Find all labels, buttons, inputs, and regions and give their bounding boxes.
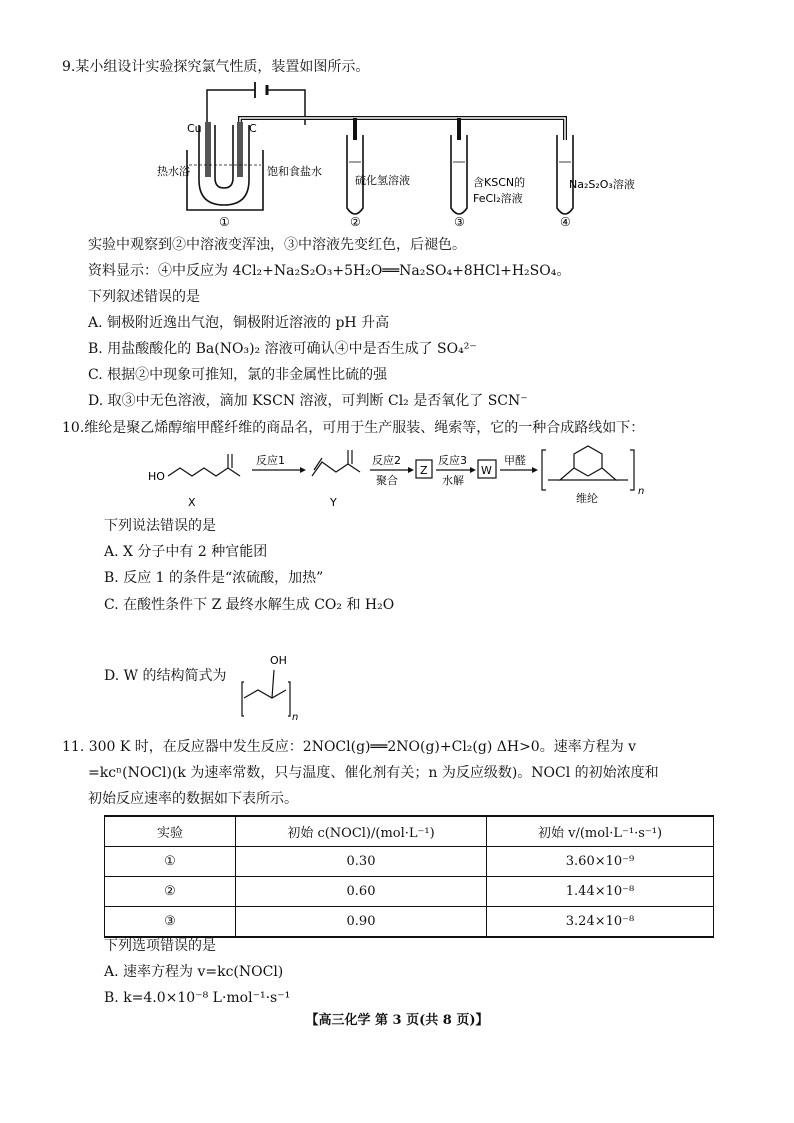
q11-stem-2: =kcⁿ(NOCl)(k 为速率常数，只与温度、催化剂有关；n 为反应级数)。NOCl 的初始浓度和 [88,765,659,781]
table-cell: 1.44×10⁻⁸ [487,877,714,907]
q10-w-structure [236,650,306,722]
q9-option-a: A. 铜极附近逸出气泡，铜极附近溶液的 pH 升高 [88,315,390,331]
svg-text:n: n [638,486,645,497]
page-footer: 【高三化学 第 3 页(共 8 页)】 [305,1013,489,1028]
q11-option-b: B. k=4.0×10⁻⁸ L·mol⁻¹·s⁻¹ [104,990,291,1006]
q9-option-b: B. 用盐酸酸化的 Ba(NO₃)₂ 溶液可确认④中是否生成了 SO₄²⁻ [88,341,477,357]
q11-data-table [104,815,714,938]
q11-stem-1: 11. 300 K 时，在反应器中发生反应：2NOCl(g)══2NO(g)+Cl₂(g) ΔH>0。速率方程为 v [62,739,637,755]
q10-option-c: C. 在酸性条件下 Z 最终水解生成 CO₂ 和 H₂O [104,597,395,613]
svg-text:热水浴: 热水浴 [157,165,190,178]
svg-text:反应2: 反应2 [372,454,401,467]
table-header-cell: 实验 [105,816,236,847]
q10-option-a: A. X 分子中有 2 种官能团 [104,544,268,560]
svg-text:反应3: 反应3 [438,454,467,467]
svg-text:④: ④ [560,215,571,229]
table-cell: ① [105,847,236,877]
q9-option-d: D. 取③中无色溶液，滴加 KSCN 溶液，可判断 Cl₂ 是否氧化了 SCN⁻ [88,393,528,409]
svg-text:硫化氢溶液: 硫化氢溶液 [355,174,410,187]
q11-ask: 下列选项错误的是 [104,938,216,954]
svg-text:饱和食盐水: 饱和食盐水 [267,165,322,178]
q10-synthesis-scheme [140,440,690,512]
svg-text:水解: 水解 [442,474,464,487]
q9-observation: 实验中观察到②中溶液变浑浊，③中溶液先变红色，后褪色。 [88,237,466,253]
q9-info: 资料显示：④中反应为 4Cl₂+Na₂S₂O₃+5H₂O══Na₂SO₄+8HCl+H₂SO₄。 [88,263,571,279]
svg-text:含KSCN的: 含KSCN的 [473,176,526,189]
q11-stem-3: 初始反应速率的数据如下表所示。 [88,791,298,807]
svg-text:②: ② [350,215,361,229]
q9-ask: 下列叙述错误的是 [88,289,200,305]
svg-text:X: X [188,496,196,509]
table-header-cell: 初始 c(NOCl)/(mol·L⁻¹) [236,816,487,847]
table-cell: 0.60 [236,877,487,907]
table-header-row [105,816,714,847]
q10-stem: 10.维纶是聚乙烯醇缩甲醛纤维的商品名，可用于生产服装、绳索等，它的一种合成路线如下： [62,420,645,436]
svg-text:①: ① [219,215,230,229]
svg-text:HO: HO [148,470,165,483]
table-header-cell: 初始 v/(mol·L⁻¹·s⁻¹) [487,816,714,847]
svg-text:W: W [481,464,492,477]
q10-option-d: D. W 的结构简式为 [104,668,227,684]
svg-text:甲醛: 甲醛 [504,454,526,467]
svg-text:反应1: 反应1 [256,454,285,467]
table-cell: 3.24×10⁻⁸ [487,907,714,938]
table-cell: 0.30 [236,847,487,877]
svg-text:C: C [249,122,257,135]
svg-text:n: n [292,712,299,723]
table-cell: 3.60×10⁻⁹ [487,847,714,877]
q10-option-b: B. 反应 1 的条件是“浓硫酸，加热” [104,570,324,586]
q9-apparatus-figure [157,80,645,235]
q11-option-a: A. 速率方程为 v=kc(NOCl) [104,964,284,980]
table-row [105,847,714,877]
table-row [105,877,714,907]
q9-option-c: C. 根据②中现象可推知，氯的非金属性比硫的强 [88,367,388,383]
svg-text:Cu: Cu [187,122,202,135]
table-cell: ② [105,877,236,907]
table-row [105,907,714,938]
svg-text:③: ③ [454,215,465,229]
svg-text:Na₂S₂O₃溶液: Na₂S₂O₃溶液 [569,178,635,191]
svg-text:聚合: 聚合 [376,474,398,487]
svg-text:OH: OH [270,654,287,667]
q10-ask: 下列说法错误的是 [104,518,216,534]
svg-text:维纶: 维纶 [576,492,598,505]
table-cell: ③ [105,907,236,938]
svg-text:Y: Y [330,496,337,509]
svg-text:Z: Z [420,464,428,477]
table-cell: 0.90 [236,907,487,938]
svg-text:FeCl₂溶液: FeCl₂溶液 [473,192,523,205]
q9-stem: 9.某小组设计实验探究氯气性质，装置如图所示。 [62,59,370,75]
